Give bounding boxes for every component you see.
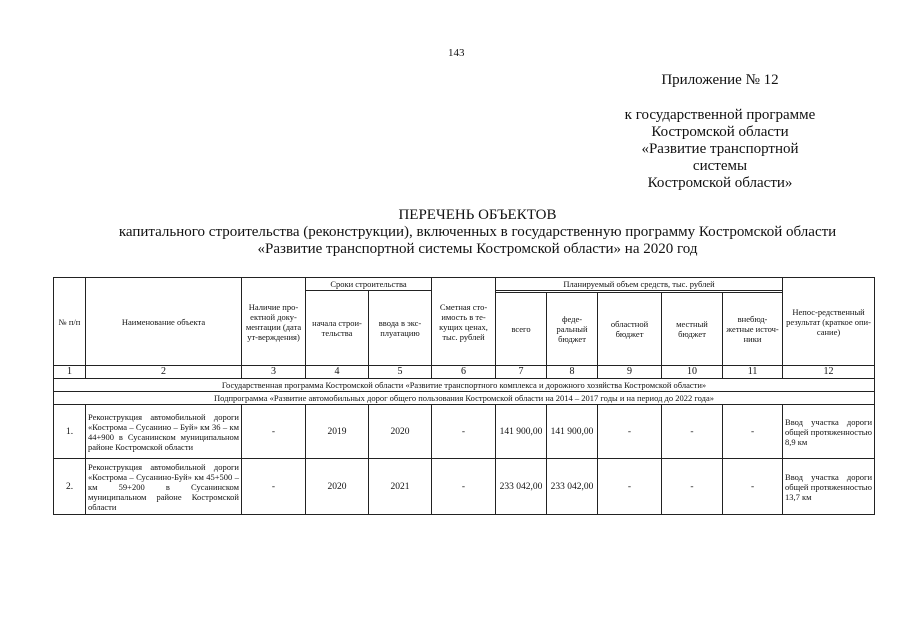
objects-table	[53, 277, 875, 515]
header-local: местный бюджет	[662, 293, 723, 366]
header-start: начала строи-тельства	[306, 291, 369, 366]
header-total: всего	[496, 293, 547, 366]
result-text: Ввод участка дороги общей протяженностью 8,9 км	[783, 405, 875, 459]
column-number: 1	[54, 366, 86, 379]
object-name: Реконструкция автомобильной дороги «Кострома – Сусанино-Буй» км 45+500 – км 59+200 в Сусанинском муниципальном районе Костромской области	[86, 459, 242, 515]
commission-year: 2020	[369, 405, 432, 459]
header-regional: областной бюджет	[598, 293, 662, 366]
object-name: Реконструкция автомобильной дороги «Кострома – Сусанино – Буй» км 36 – км 44+900 в Сусанинском муниципальном районе Костромской области	[86, 405, 242, 459]
column-number: 2	[86, 366, 242, 379]
title-line: капитального строительства (реконструкции), включенных в государственную программу Костромской области	[118, 224, 837, 240]
appendix-block	[620, 72, 820, 192]
federal-value: 233 042,00	[547, 459, 598, 515]
column-number: 5	[369, 366, 432, 379]
column-number: 12	[783, 366, 875, 379]
docs-value: -	[242, 459, 306, 515]
page-number: 143	[448, 47, 465, 59]
header-result: Непос-редственный результат (краткое опи-сание)	[783, 278, 875, 366]
header-commission: ввода в экс-плуатацию	[369, 291, 432, 366]
program-title: Государственная программа Костромской области «Развитие транспортного комплекса и дорожного хозяйства Костромской области»	[54, 379, 875, 392]
header-estimate: Сметная сто-имость в те-кущих ценах, тыс. рублей	[432, 278, 496, 366]
header-docs: Наличие про-ектной доку-ментации (дата ут-верждения)	[242, 278, 306, 366]
table-row	[54, 405, 875, 459]
column-number: 10	[662, 366, 723, 379]
commission-year: 2021	[369, 459, 432, 515]
title-heading: ПЕРЕЧЕНЬ ОБЪЕКТОВ	[398, 207, 557, 223]
header-terms: Сроки строительства	[306, 278, 432, 291]
start-year: 2020	[306, 459, 369, 515]
header-extra: внебюд-жетные источ-ники	[723, 293, 783, 366]
table-row	[54, 459, 875, 515]
docs-value: -	[242, 405, 306, 459]
estimate-value: -	[432, 459, 496, 515]
header-name: Наименование объекта	[86, 278, 242, 366]
subprogram-row	[54, 392, 875, 405]
total-value: 141 900,00	[496, 405, 547, 459]
header-row-top	[54, 278, 875, 291]
appendix-line: Костромской области	[651, 124, 789, 140]
extra-value: -	[723, 459, 783, 515]
header-planned: Планируемый объем средств, тыс. рублей	[496, 278, 783, 291]
start-year: 2019	[306, 405, 369, 459]
column-number: 9	[598, 366, 662, 379]
header-num: № п/п	[54, 278, 86, 366]
extra-value: -	[723, 405, 783, 459]
local-value: -	[662, 405, 723, 459]
regional-value: -	[598, 459, 662, 515]
document-title	[60, 207, 895, 258]
header-federal: феде-ральный бюджет	[547, 293, 598, 366]
appendix-line: к государственной программе	[624, 107, 816, 123]
local-value: -	[662, 459, 723, 515]
result-text: Ввод участка дороги общей протяженностью 13,7 км	[783, 459, 875, 515]
column-number: 7	[496, 366, 547, 379]
total-value: 233 042,00	[496, 459, 547, 515]
column-number: 4	[306, 366, 369, 379]
row-number: 2.	[54, 459, 86, 515]
column-number: 3	[242, 366, 306, 379]
appendix-line: Костромской области»	[647, 175, 793, 191]
appendix-line: «Развитие транспортной системы	[641, 141, 799, 174]
column-number: 6	[432, 366, 496, 379]
column-numbers-row	[54, 366, 875, 379]
column-number: 8	[547, 366, 598, 379]
appendix-title: Приложение № 12	[661, 72, 779, 88]
program-row	[54, 379, 875, 392]
federal-value: 141 900,00	[547, 405, 598, 459]
title-line: «Развитие транспортной системы Костромской области» на 2020 год	[257, 241, 698, 257]
subprogram-title: Подпрограмма «Развитие автомобильных дорог общего пользования Костромской области на 2014 – 2017 годы и на период до 2022 года»	[54, 392, 875, 405]
estimate-value: -	[432, 405, 496, 459]
column-number: 11	[723, 366, 783, 379]
regional-value: -	[598, 405, 662, 459]
row-number: 1.	[54, 405, 86, 459]
